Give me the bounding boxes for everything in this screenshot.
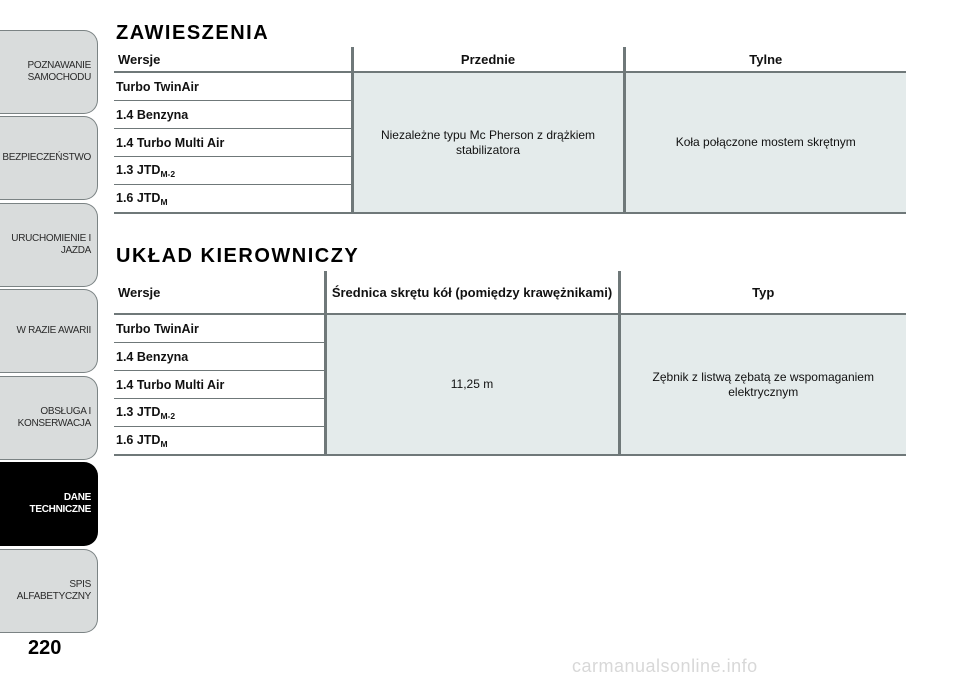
version-subscript: M-2	[160, 168, 176, 179]
version-name: 1.6 JTD	[116, 190, 161, 205]
tab-dane-techniczne[interactable]	[0, 462, 98, 546]
header-wersje: Wersje	[114, 47, 352, 72]
version-cell	[114, 427, 325, 456]
version-cell: 1.4 Benzyna	[114, 343, 325, 371]
version-cell	[114, 399, 325, 427]
tab-poznawanie-samochodu[interactable]	[0, 30, 98, 114]
tab-label: OBSŁUGA I KONSERWACJA	[17, 406, 91, 429]
header-przednie: Przednie	[352, 47, 624, 72]
header-typ: Typ	[619, 271, 906, 314]
rear-suspension-value: Koła połączone mostem skrętnym	[624, 72, 906, 213]
header-turning-diameter: Średnica skrętu kół (pomiędzy krawężnikami)	[325, 271, 619, 314]
suspension-title: ZAWIESZENIA	[116, 22, 270, 44]
version-name: 1.6 JTD	[116, 432, 161, 447]
tab-w-razie-awarii[interactable]	[0, 289, 98, 373]
turning-diameter-value: 11,25 m	[325, 314, 619, 455]
tab-label: SPIS ALFABETYCZNY	[16, 579, 91, 602]
version-cell: Turbo TwinAir	[114, 314, 325, 343]
version-cell	[114, 157, 352, 185]
suspension-table	[114, 47, 906, 214]
version-cell: Turbo TwinAir	[114, 72, 352, 101]
page-number: 220	[28, 637, 62, 659]
tab-label: W RAZIE AWARII	[16, 325, 91, 336]
tab-label: POZNAWANIE SAMOCHODU	[27, 60, 91, 83]
tab-label: URUCHOMIENIE I JAZDA	[11, 233, 91, 256]
tab-label: BEZPIECZEŃSTWO	[2, 152, 91, 163]
version-cell: 1.4 Benzyna	[114, 101, 352, 129]
front-suspension-value: Niezależne typu Mc Pherson z drążkiem stabilizatora	[352, 72, 624, 213]
header-wersje: Wersje	[114, 271, 325, 314]
steering-type-value: Zębnik z listwą zębatą ze wspomaganiem elektrycznym	[619, 314, 906, 455]
version-subscript: M-2	[160, 410, 176, 421]
steering-title: UKŁAD KIEROWNICZY	[116, 245, 360, 267]
version-subscript: M	[160, 438, 168, 449]
watermark: carmanualsonline.info	[572, 656, 758, 676]
version-subscript: M	[160, 196, 168, 207]
steering-table	[114, 271, 906, 456]
version-name: 1.3 JTD	[116, 404, 161, 419]
tab-uruchomienie-i-jazda[interactable]	[0, 203, 98, 287]
tab-obsluga-i-konserwacja[interactable]	[0, 376, 98, 460]
version-cell	[114, 185, 352, 214]
tab-spis-alfabetyczny[interactable]	[0, 549, 98, 633]
tab-bezpieczenstwo[interactable]	[0, 116, 98, 200]
version-cell: 1.4 Turbo Multi Air	[114, 371, 325, 399]
tab-label: DANE TECHNICZNE	[29, 492, 91, 515]
header-tylne: Tylne	[624, 47, 906, 72]
version-name: 1.3 JTD	[116, 162, 161, 177]
version-cell: 1.4 Turbo Multi Air	[114, 129, 352, 157]
